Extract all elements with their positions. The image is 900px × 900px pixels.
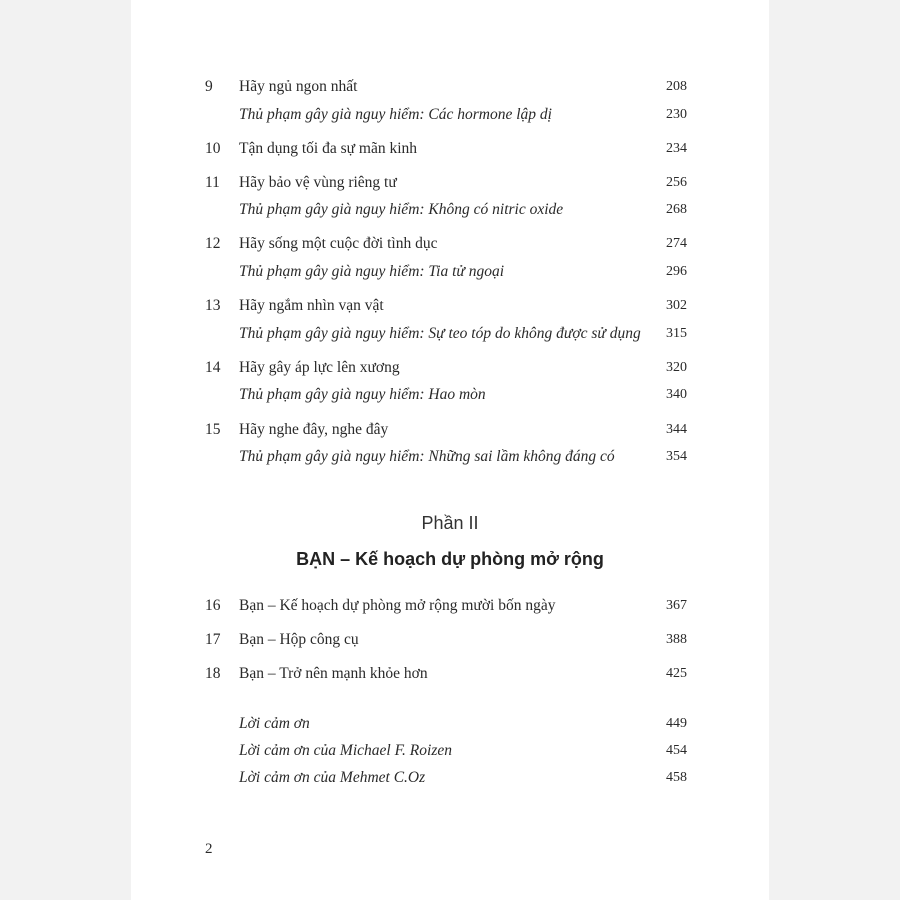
toc-entry-sub xyxy=(205,446,690,468)
toc-entry-chapter-11 xyxy=(205,172,690,194)
page-ref: 274 xyxy=(666,236,687,251)
toc-entry-chapter-14 xyxy=(205,357,690,379)
chapter-number: 10 xyxy=(205,140,221,157)
sub-title: Thủ phạm gây già nguy hiểm: Những sai lầm không đáng có xyxy=(239,448,615,465)
page-ref: 344 xyxy=(666,422,687,437)
chapter-title: Bạn – Hộp công cụ xyxy=(239,631,359,648)
toc-entry-sub xyxy=(205,104,690,126)
chapter-number: 15 xyxy=(205,421,221,438)
part-label: Phần II xyxy=(421,513,479,533)
page-ref: 367 xyxy=(666,598,687,613)
page-ref: 315 xyxy=(666,326,687,341)
page-ref: 388 xyxy=(666,632,687,647)
chapter-number: 16 xyxy=(205,597,221,614)
chapter-number: 13 xyxy=(205,297,221,314)
page-number: 2 xyxy=(205,841,213,857)
toc-entry-chapter-12 xyxy=(205,233,690,255)
sub-title: Thủ phạm gây già nguy hiểm: Hao mòn xyxy=(239,386,486,403)
chapter-title: Tận dụng tối đa sự mãn kinh xyxy=(239,140,418,157)
chapter-number: 14 xyxy=(205,359,221,376)
part-title: BẠN – Kế hoạch dự phòng mở rộng xyxy=(296,549,604,569)
page-ref: 268 xyxy=(666,202,687,217)
chapter-title: Hãy ngủ ngon nhất xyxy=(239,78,358,95)
ack-title: Lời cảm ơn của Mehmet C.Oz xyxy=(239,769,426,786)
page-ref: 458 xyxy=(666,770,687,785)
ack-title: Lời cảm ơn của Michael F. Roizen xyxy=(239,742,452,759)
page-ref: 425 xyxy=(666,666,687,681)
page-ref: 449 xyxy=(666,716,687,731)
toc-entry-chapter-15 xyxy=(205,419,690,441)
sub-title: Thủ phạm gây già nguy hiểm: Sự teo tóp do không được sử dụng xyxy=(239,325,641,342)
toc-entry-chapter-16 xyxy=(205,595,690,617)
toc-entry-acknowledgements xyxy=(205,767,690,789)
page-ref: 320 xyxy=(666,360,687,375)
toc-entry-chapter-17 xyxy=(205,629,690,651)
chapter-title: Hãy gây áp lực lên xương xyxy=(239,359,400,376)
chapter-number: 12 xyxy=(205,235,221,252)
chapter-title: Hãy nghe đây, nghe đây xyxy=(239,421,389,438)
toc-entry-sub xyxy=(205,261,690,283)
page-ref: 230 xyxy=(666,107,687,122)
page-ref: 302 xyxy=(666,298,687,313)
page-ref: 354 xyxy=(666,449,687,464)
toc-entry-chapter-9 xyxy=(205,76,690,98)
chapter-number: 17 xyxy=(205,631,221,648)
sub-title: Thủ phạm gây già nguy hiểm: Các hormone lập dị xyxy=(239,106,552,123)
chapter-number: 11 xyxy=(205,174,220,191)
sub-title: Thủ phạm gây già nguy hiểm: Tia tử ngoại xyxy=(239,263,505,280)
chapter-title: Hãy bảo vệ vùng riêng tư xyxy=(239,174,397,191)
toc-entry-sub xyxy=(205,199,690,221)
page-ref: 234 xyxy=(666,141,687,156)
toc-entry-sub xyxy=(205,384,690,406)
toc-entry-sub xyxy=(205,323,690,345)
page-ref: 256 xyxy=(666,175,687,190)
chapter-title: Bạn – Trở nên mạnh khỏe hơn xyxy=(239,665,428,682)
ack-title: Lời cảm ơn xyxy=(239,715,310,732)
toc-entry-acknowledgements xyxy=(205,740,690,762)
page-ref: 208 xyxy=(666,79,687,94)
chapter-number: 18 xyxy=(205,665,221,682)
chapter-number: 9 xyxy=(205,78,213,95)
page-ref: 454 xyxy=(666,743,687,758)
toc-entry-acknowledgements xyxy=(205,713,690,735)
sub-title: Thủ phạm gây già nguy hiểm: Không có nitric oxide xyxy=(239,201,564,218)
page-ref: 296 xyxy=(666,264,687,279)
toc-entry-chapter-18 xyxy=(205,663,690,685)
chapter-title: Hãy ngắm nhìn vạn vật xyxy=(239,297,384,314)
toc-entry-chapter-10 xyxy=(205,138,690,160)
toc-entry-chapter-13 xyxy=(205,295,690,317)
chapter-title: Hãy sống một cuộc đời tình dục xyxy=(239,235,438,252)
page-ref: 340 xyxy=(666,387,687,402)
chapter-title: Bạn – Kế hoạch dự phòng mở rộng mười bốn ngày xyxy=(239,597,556,614)
